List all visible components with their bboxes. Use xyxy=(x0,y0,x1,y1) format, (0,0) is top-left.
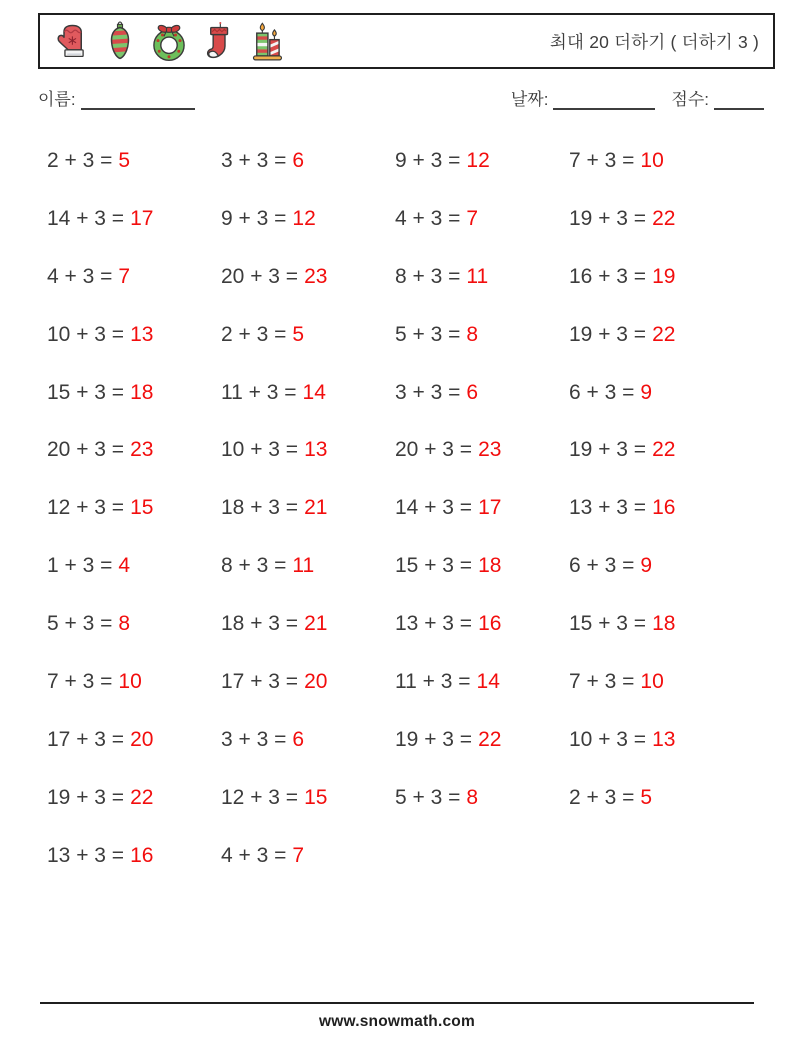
problem xyxy=(569,653,743,711)
problem-expression: 9 + 3 = xyxy=(395,148,461,172)
fields-row xyxy=(38,91,764,110)
problem-answer: 6 xyxy=(292,727,305,751)
score-blank-line xyxy=(714,94,764,110)
problem-answer: 10 xyxy=(640,148,664,172)
problem xyxy=(47,248,221,306)
problem xyxy=(47,711,221,769)
problem-expression: 1 + 3 = xyxy=(47,554,113,578)
problem xyxy=(221,827,395,885)
mitten-icon xyxy=(52,21,90,62)
problem-answer: 8 xyxy=(466,785,479,809)
problem-expression: 6 + 3 = xyxy=(569,380,635,404)
problem-answer: 12 xyxy=(466,148,490,172)
problem-expression: 3 + 3 = xyxy=(221,727,287,751)
problem-answer: 10 xyxy=(640,669,664,693)
problem xyxy=(47,537,221,595)
problem xyxy=(395,248,569,306)
problem-expression: 4 + 3 = xyxy=(47,264,113,288)
problem xyxy=(221,306,395,364)
problem-answer: 14 xyxy=(302,380,326,404)
problem-expression: 5 + 3 = xyxy=(395,785,461,809)
name-blank-line xyxy=(81,94,195,110)
problem xyxy=(395,595,569,653)
problem xyxy=(221,364,395,422)
problem-answer: 22 xyxy=(478,727,502,751)
problem-answer: 5 xyxy=(292,322,305,346)
problem xyxy=(569,306,743,364)
problem xyxy=(395,479,569,537)
problem-expression: 7 + 3 = xyxy=(569,669,635,693)
name-field xyxy=(38,91,195,110)
problem-answer: 5 xyxy=(118,148,131,172)
problem-expression: 10 + 3 = xyxy=(221,438,299,462)
problem-expression: 9 + 3 = xyxy=(221,206,287,230)
problem-answer: 16 xyxy=(478,612,502,636)
problem-expression: 11 + 3 = xyxy=(395,669,471,693)
problem-answer: 18 xyxy=(478,554,502,578)
date-label: 날짜: xyxy=(510,90,549,109)
problem xyxy=(47,190,221,248)
problem-expression: 12 + 3 = xyxy=(221,785,299,809)
problem xyxy=(395,537,569,595)
problem-answer: 9 xyxy=(640,380,653,404)
problem xyxy=(569,479,743,537)
score-label: 점수: xyxy=(671,90,709,109)
problem xyxy=(395,711,569,769)
problem-answer: 20 xyxy=(304,669,328,693)
problem-expression: 20 + 3 = xyxy=(221,264,299,288)
problem xyxy=(569,769,743,827)
problem-expression: 4 + 3 = xyxy=(395,206,461,230)
problem-answer: 13 xyxy=(652,727,676,751)
problem-answer: 16 xyxy=(652,496,676,520)
problem-expression: 15 + 3 = xyxy=(395,554,473,578)
date-score-group xyxy=(511,91,764,110)
problem-expression: 17 + 3 = xyxy=(47,727,125,751)
problem-expression: 13 + 3 = xyxy=(47,843,125,867)
problem-expression: 20 + 3 = xyxy=(47,438,125,462)
problem-answer: 20 xyxy=(130,727,154,751)
problem-expression: 8 + 3 = xyxy=(395,264,461,288)
problem xyxy=(221,421,395,479)
stocking-icon xyxy=(199,21,237,62)
christmas-icon-strip xyxy=(52,21,286,62)
problem-answer: 23 xyxy=(478,438,502,462)
problem xyxy=(221,595,395,653)
problem-answer: 22 xyxy=(130,785,154,809)
problem-answer: 13 xyxy=(304,438,328,462)
problem-answer: 14 xyxy=(476,669,500,693)
problem-answer: 12 xyxy=(292,206,316,230)
problem-answer: 22 xyxy=(652,206,676,230)
problem-expression: 12 + 3 = xyxy=(47,496,125,520)
problem-expression: 17 + 3 = xyxy=(221,669,299,693)
problem-expression: 14 + 3 = xyxy=(47,206,125,230)
problem xyxy=(47,595,221,653)
problem-expression: 5 + 3 = xyxy=(47,612,113,636)
problem xyxy=(395,421,569,479)
problem-answer: 15 xyxy=(304,785,328,809)
problem-expression: 19 + 3 = xyxy=(569,322,647,346)
problem-expression: 6 + 3 = xyxy=(569,554,635,578)
problem-expression: 2 + 3 = xyxy=(569,785,635,809)
problem-answer: 4 xyxy=(118,554,131,578)
problem-expression: 11 + 3 = xyxy=(221,380,297,404)
problem xyxy=(395,769,569,827)
problem xyxy=(569,595,743,653)
problem-answer: 16 xyxy=(130,843,154,867)
problem xyxy=(221,711,395,769)
problem-answer: 7 xyxy=(118,264,131,288)
problem-expression: 7 + 3 = xyxy=(569,148,635,172)
problem xyxy=(569,421,743,479)
problem-expression: 13 + 3 = xyxy=(395,612,473,636)
problem-answer: 6 xyxy=(292,148,305,172)
problem-expression: 10 + 3 = xyxy=(47,322,125,346)
date-blank-line xyxy=(553,94,655,110)
problem xyxy=(47,769,221,827)
problem-answer: 21 xyxy=(304,612,328,636)
problem xyxy=(569,364,743,422)
problem-answer: 18 xyxy=(652,612,676,636)
ornament-icon xyxy=(101,21,139,62)
problem xyxy=(221,248,395,306)
problem xyxy=(47,306,221,364)
problem xyxy=(395,364,569,422)
problem-answer: 17 xyxy=(130,206,154,230)
problem-answer: 11 xyxy=(466,264,489,288)
problem xyxy=(221,537,395,595)
problem-answer: 15 xyxy=(130,496,154,520)
problem-answer: 18 xyxy=(130,380,154,404)
problem-answer: 7 xyxy=(466,206,479,230)
problems-grid xyxy=(47,132,743,885)
problem-expression: 10 + 3 = xyxy=(569,727,647,751)
problem xyxy=(47,421,221,479)
problem-answer: 22 xyxy=(652,322,676,346)
problem-answer: 8 xyxy=(118,612,131,636)
problem-expression: 8 + 3 = xyxy=(221,554,287,578)
problem-expression: 18 + 3 = xyxy=(221,612,299,636)
problem-expression: 15 + 3 = xyxy=(569,612,647,636)
problem-expression: 4 + 3 = xyxy=(221,843,287,867)
problem xyxy=(395,132,569,190)
problem xyxy=(569,711,743,769)
problem-expression: 19 + 3 = xyxy=(395,727,473,751)
problem-answer: 19 xyxy=(652,264,676,288)
problem xyxy=(47,827,221,885)
worksheet-title: 최대 20 더하기 ( 더하기 3 ) xyxy=(549,31,759,52)
problem-answer: 11 xyxy=(292,554,315,578)
problem-answer: 6 xyxy=(466,380,479,404)
problem-answer: 8 xyxy=(466,322,479,346)
problem-expression: 16 + 3 = xyxy=(569,264,647,288)
problem-answer: 9 xyxy=(640,554,653,578)
problem xyxy=(569,248,743,306)
problem-expression: 19 + 3 = xyxy=(47,785,125,809)
problem xyxy=(395,306,569,364)
header-box xyxy=(38,13,775,69)
problem-answer: 23 xyxy=(304,264,328,288)
problem xyxy=(569,190,743,248)
problem-answer: 17 xyxy=(478,496,502,520)
problem-expression: 18 + 3 = xyxy=(221,496,299,520)
problem xyxy=(47,132,221,190)
problem-answer: 5 xyxy=(640,785,653,809)
problem xyxy=(221,653,395,711)
candles-icon xyxy=(248,21,286,62)
problem-expression: 19 + 3 = xyxy=(569,206,647,230)
problem-expression: 2 + 3 = xyxy=(47,148,113,172)
name-label: 이름: xyxy=(38,90,76,109)
footer-website: www.snowmath.com xyxy=(319,1013,475,1030)
problem-answer: 13 xyxy=(130,322,154,346)
problem-expression: 20 + 3 = xyxy=(395,438,473,462)
problem xyxy=(47,479,221,537)
problem xyxy=(47,364,221,422)
problem-expression: 13 + 3 = xyxy=(569,496,647,520)
problem xyxy=(221,132,395,190)
problem-answer: 10 xyxy=(118,669,142,693)
problem-answer: 7 xyxy=(292,843,305,867)
problem-expression: 19 + 3 = xyxy=(569,438,647,462)
problem xyxy=(47,653,221,711)
problem-answer: 22 xyxy=(652,438,676,462)
problem-expression: 3 + 3 = xyxy=(221,148,287,172)
problem-expression: 2 + 3 = xyxy=(221,322,287,346)
footer-divider xyxy=(40,1002,754,1004)
problem xyxy=(569,132,743,190)
problem xyxy=(395,190,569,248)
date-field xyxy=(511,91,656,110)
wreath-icon xyxy=(150,21,188,62)
problem-expression: 14 + 3 = xyxy=(395,496,473,520)
problem xyxy=(395,653,569,711)
problem-expression: 5 + 3 = xyxy=(395,322,461,346)
problem xyxy=(221,190,395,248)
problem xyxy=(221,479,395,537)
problem-answer: 23 xyxy=(130,438,154,462)
problem-answer: 21 xyxy=(304,496,328,520)
problem-expression: 15 + 3 = xyxy=(47,380,125,404)
score-field xyxy=(671,91,764,110)
problem-expression: 7 + 3 = xyxy=(47,669,113,693)
problem xyxy=(569,537,743,595)
problem-expression: 3 + 3 = xyxy=(395,380,461,404)
problem xyxy=(221,769,395,827)
